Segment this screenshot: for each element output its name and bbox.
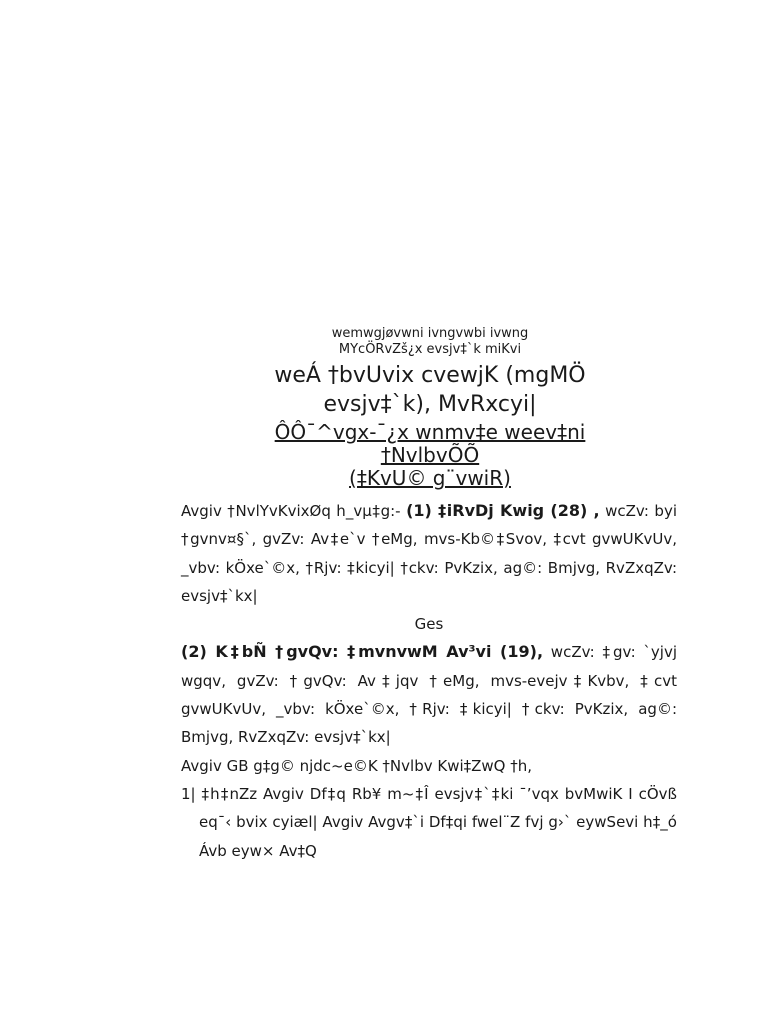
header-line-1: wemwgjøvwni ivngvwbi ivwng	[331, 326, 529, 341]
person2-paragraph	[181, 638, 677, 751]
intro-text: Avgiv †NvlYvKvixØq h_vµ‡g:-	[181, 502, 407, 520]
title-line-1: weÁ †bvUvix cvewjK (mgMÖ	[274, 363, 586, 388]
subtitle-line-2: †NvlbvÕÕ	[380, 443, 480, 467]
person1-details: wcZv: byi †gvnv¤§`, gvZv: Av‡e`v †eMg, mvs-Kb©‡Svov, ‡cvt gvwUKvUv, _vbv: kÖxe`©x, †Rjv: ‡kicyi| †ckv: PvKzix, ag©: Bmjvg, RvZxqZv: evsjv‡`kx|	[181, 502, 678, 605]
list-item-number: 1|	[181, 784, 196, 803]
declaration-line: Avgiv GB g‡g© njdc~e©K †Nvlbv Kwi‡ZwQ †h,	[181, 756, 533, 775]
list-item-text: ‡h‡nZz Avgiv Df‡q Rb¥ m~‡Î evsjv‡`‡ki ¯’vqx bvMwiK I cÖvß eq¯‹ bvix cyiæl| Avgiv Avgv‡`i Df‡qi fwel¨Z fvj g›` eywSevi h‡_ó Ávb eyw× Av‡Q	[199, 784, 677, 860]
person1-paragraph	[181, 497, 677, 610]
person2-name: (2) K‡bÑ †gvQv: ‡mvnvwM Av³vi (19),	[181, 642, 544, 662]
title-line-2: evsjv‡`k), MvRxcyi|	[323, 392, 537, 417]
subtitle-line-3: (‡KvU© g¨vwiR)	[349, 466, 511, 490]
person2-details: wcZv: ‡gv: `yjvj wgqv, gvZv: †gvQv: Av‡jqv †eMg, mvs-evejv‡Kvbv, ‡cvt gvwUKvUv, _vbv: kÖxe`©x, †Rjv: ‡kicyi| †ckv: PvKzix, ag©: Bmjvg, RvZxqZv: evsjv‡`kx|	[181, 643, 678, 747]
header-line-2: MYcÖRvZš¿x evsjv‡`k miKvi	[338, 342, 522, 357]
and-word: Ges	[414, 615, 444, 634]
document-body	[181, 497, 677, 865]
subtitle-line-1: ÔÔ¯^vgx-¯¿x wnmv‡e weev‡ni	[274, 420, 586, 444]
document-header	[0, 326, 768, 490]
list-item-1	[181, 780, 677, 865]
person1-name: (1) ‡iRvDj Kwig (28) ,	[406, 501, 600, 520]
